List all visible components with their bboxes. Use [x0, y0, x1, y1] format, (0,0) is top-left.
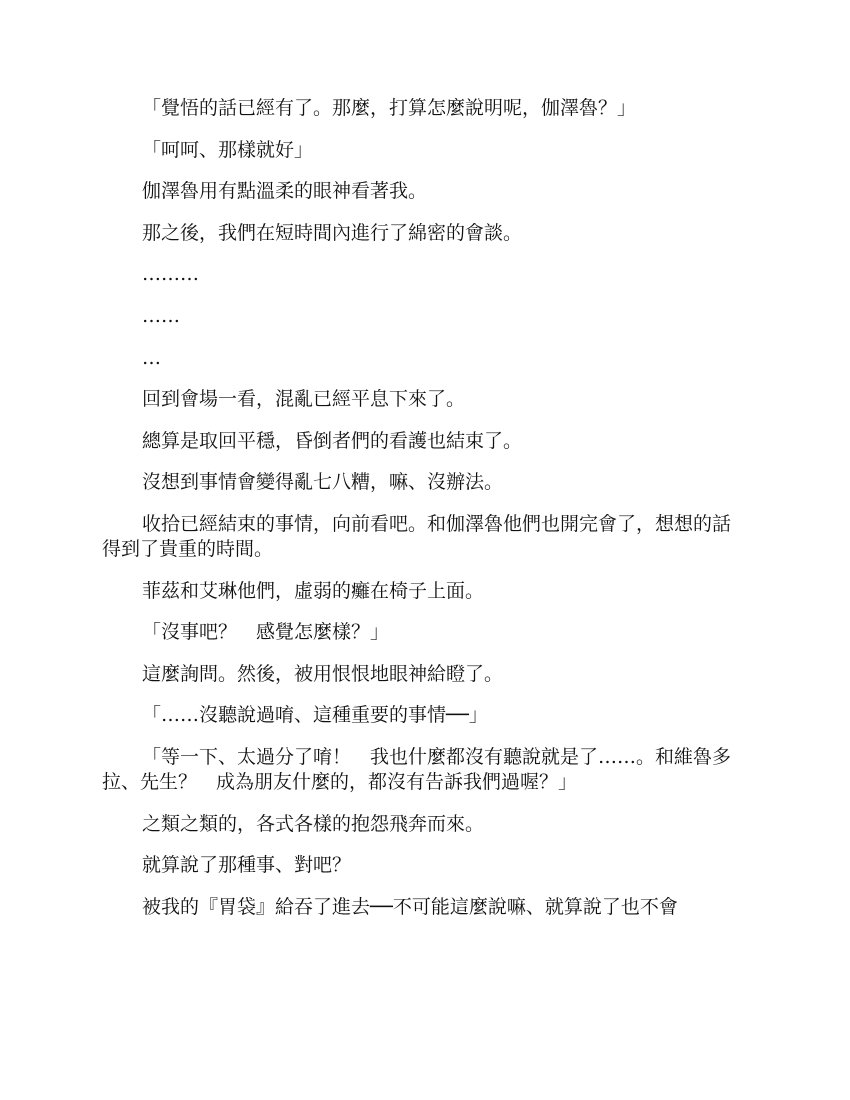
paragraph: …… — [142, 304, 180, 327]
paragraph: 被我的『胃袋』給吞了進去──不可能這麼說嘛、就算說了也不會 — [142, 895, 678, 918]
paragraph: 「覺悟的話已經有了。那麼，打算怎麼說明呢，伽澤魯？」 — [142, 97, 637, 119]
paragraph: 沒想到事情會變得亂七八糟，嘛、沒辦法。 — [142, 471, 504, 494]
paragraph: 伽澤魯用有點溫柔的眼神看著我。 — [142, 180, 428, 203]
paragraph: 收拾已經結束的事情，向前看吧。和伽澤魯他們也開完會了，想想的話得到了貴重的時間。 — [102, 512, 732, 560]
paragraph: … — [142, 346, 161, 369]
paragraph: 「沒事吧？ 感覺怎麼樣？」 — [142, 621, 390, 644]
paragraph: 那之後，我們在短時間內進行了綿密的會談。 — [142, 221, 523, 244]
body-text — [102, 96, 748, 936]
paragraph: 回到會場一看，混亂已經平息下來了。 — [142, 388, 466, 411]
paragraph: ……… — [142, 263, 199, 286]
paragraph: 總算是取回平穩，昏倒者們的看護也結束了。 — [142, 429, 523, 452]
paragraph: 「……沒聽說過唷、這種重要的事情──」 — [142, 704, 488, 727]
paragraph: 這麼詢問。然後，被用恨恨地眼神給瞪了。 — [142, 662, 504, 685]
paragraph: 菲茲和艾琳他們，虛弱的癱在椅子上面。 — [142, 579, 485, 602]
paragraph: 「等一下、太過分了唷！ 我也什麼都沒有聽說就是了……。和維魯多拉、先生？ 成為朋友什麼的，都沒有告訴我們過喔？」 — [102, 745, 732, 793]
paragraph: 之類之類的，各式各樣的抱怨飛奔而來。 — [142, 812, 485, 835]
paragraph: 就算說了那種事、對吧？ — [142, 854, 352, 877]
paragraph: 「呵呵、那樣就好」 — [142, 138, 314, 161]
